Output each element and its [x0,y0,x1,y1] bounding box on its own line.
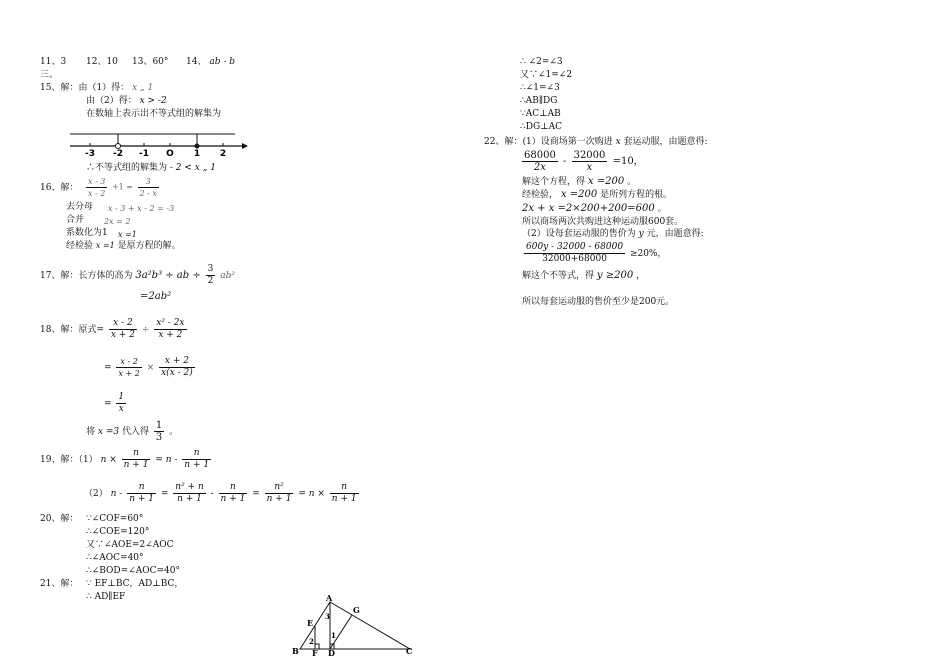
q22-total-suffix: 。 [657,204,667,214]
q16-step2-expr: 2x = 2 [104,217,131,226]
q18-line3 [104,392,128,415]
q22-final: 所以每套运动服的售价至少是200元。 [522,297,675,307]
frac-numerator: 68000 [524,150,556,161]
q15-line2 [86,95,167,107]
frac-denominator: 2x [533,162,546,173]
label-g: G [353,605,360,615]
q22-total-expr: 2x + x =2×200+200=600 [522,203,655,214]
q22-check [522,189,672,201]
q19-p1-a: n × [100,455,117,465]
q18-substitute [86,420,178,443]
q22-ineq-solve-suffix: ， [636,271,646,281]
section-three: 三、 [40,70,59,80]
q17-expr-b: ab² [220,271,235,281]
q15-line2-expr: x > -2 [139,96,167,106]
q22-solve-prefix: 解这个方程，得 [522,177,586,187]
frac-numerator: n [127,482,156,494]
frac-numerator: 32000 [573,150,606,161]
q15-line3: 在数轴上表示出不等式组的解集为 [86,109,222,119]
q15-result [86,162,216,174]
q18-sub-suffix: 。 [169,427,179,437]
tick-label: -1 [139,149,149,158]
answer-14-expr: ab - b [209,57,235,67]
answer-13: 13、60° [132,57,169,67]
q18-op1: ÷ [141,325,150,335]
q22-total [522,203,667,215]
label-c: C [406,646,413,656]
q16-step1-expr: x - 3 + x - 2 = -3 [108,204,175,213]
frac-numerator: 1 [118,392,125,402]
q18-label: 18、解：原式= [40,325,104,335]
q19-line2 [84,482,361,505]
q21-label: 21、解： [40,579,79,589]
q21-right-line3: ∴∠1=∠3 [520,83,560,93]
tick-label: 2 [219,149,227,158]
q18-eq2: = [104,363,112,373]
q22-equation [520,150,644,173]
q19-label: 19、解：（1） [40,455,98,465]
label-angle-2: 2 [309,637,314,646]
q21-right-line2: 又∵∠1=∠2 [520,70,573,80]
frac-denominator: n + 1 [266,494,292,504]
q18-op2: × [146,363,155,373]
label-b: B [292,646,299,656]
q17-expr-a: 3a²b³ ÷ ab ÷ [135,270,201,281]
frac-numerator: 3 [138,176,159,188]
q15-result-expr: - 2 < x „ 1 [169,163,216,173]
q17-result: =2ab² [140,291,172,302]
q18-line2 [104,356,197,379]
q17-line [40,264,235,287]
frac-numerator: x - 2 [109,318,137,330]
q22-eq-op: - [563,156,567,167]
frac-denominator: x + 2 [118,369,140,378]
q15-line1 [40,82,153,94]
q16-step4-expr: x =1 [95,241,115,250]
frac-numerator: n² [265,482,294,494]
tick-label: O [166,149,174,158]
q22-line1-suffix: 套运动服，由题意得: [623,137,708,147]
q21-right-line6: ∴DG⊥AC [520,122,562,132]
q21-line2: ∴ AD∥EF [86,592,126,602]
label-angle-3: 3 [325,612,330,621]
q19-p2-e4: = n × [298,489,325,499]
frac-denominator: 32000+68000 [542,254,607,264]
q20-line2: ∴∠COE=120° [86,527,150,537]
frac-numerator: n [122,448,151,460]
frac-numerator: n [182,448,211,460]
q21-right-line1: ∴ ∠2=∠3 [520,57,563,67]
tick-label: -3 [85,149,95,158]
q19-p2-e2: - [210,489,214,499]
frac-numerator: x + 2 [159,356,195,368]
answer-14 [186,56,235,68]
q16-eq-mid: +1 = [111,182,133,192]
frac-numerator: 3 [207,264,214,274]
answer-11: 11、3 [40,57,67,67]
q17-label: 17、解：长方体的高为 [40,271,133,281]
q16-step1-label: 去分母 [66,202,94,212]
q21-right-line5: ∵AC⊥AB [520,109,561,119]
answer-12: 12、10 [86,57,118,67]
q20-line5: ∴∠BOD=∠AOC=40° [86,566,180,576]
q22-check-suffix: 是所列方程的根。 [600,190,673,200]
frac-denominator: n + 1 [331,494,357,504]
q22-eq-r: =10， [612,156,644,167]
q20-line4: ∴∠AOC=40° [86,553,144,563]
q22-solve-expr: x =200 [587,176,625,187]
frac-denominator: x + 2 [110,330,135,340]
q16-step2-label: 合并 [66,215,85,225]
q16-step3-label: 系数化为1 [66,228,108,238]
frac-denominator: x [586,162,593,173]
q18-line1 [40,318,189,341]
label-d: D [328,648,335,656]
q15-line1-prefix: 15、解：由（1）得： [40,83,130,93]
q22-p2-var: y [638,229,644,239]
q18-sub-mid: 代入得 [121,427,149,437]
q19-p2-a: n - [110,489,123,499]
q22-solve-suffix: 。 [627,177,637,187]
frac-denominator: 2 - x [139,189,157,198]
q22-ineq-solve-expr: y ≥200 [596,270,634,281]
tick-label: -2 [113,149,123,158]
frac-denominator: n + 1 [123,460,149,470]
q19-p2-e3: = [252,489,260,499]
q22-line1-text: 22、解：(1）设商场第一次购进 [484,137,613,147]
frac-numerator: 1 [155,420,163,431]
q19-p2-e1: = [160,489,169,499]
q18-eq3: = [104,399,112,409]
q21-right-line4: ∴AB∥DG [520,96,558,106]
frac-denominator: 3 [155,432,163,443]
q16-equation [84,176,161,199]
label-e: E [307,618,314,628]
q16-step4 [66,240,181,252]
frac-denominator: x + 2 [158,330,183,340]
frac-numerator: n² + n [175,482,204,492]
frac-denominator: n + 1 [184,460,210,470]
q20-line1: ∵∠COF=60° [86,514,144,524]
frac-numerator: n [219,482,248,494]
q22-ineq-r: ≥20%， [629,249,667,259]
q21-figure [290,594,420,656]
frac-numerator: x - 2 [116,356,141,368]
q18-sub-expr: x =3 [97,427,120,437]
q22-total-text: 所以商场两次共购进这种运动服600套。 [522,217,684,227]
q20-label: 20、解： [40,514,79,524]
frac-denominator: 2 [207,276,214,286]
q18-sub-prefix: 将 [86,427,96,437]
number-line [60,126,260,158]
label-f: F [312,648,318,656]
q15-line1-expr: x „ 1 [132,83,154,93]
q22-line1-var: x [615,137,621,147]
closed-point-icon [195,144,200,149]
answer-14-label: 14、 [186,57,207,67]
q19-p2-label: （2） [84,489,108,499]
axis-arrow-icon [242,143,248,149]
q22-ineq-solve-prefix: 解这个不等式，得 [522,271,595,281]
open-point-icon [116,144,121,149]
q19-p1-mid: = n - [155,455,178,465]
frac-numerator: x - 3 [88,177,106,186]
q15-line2-prefix: 由（2）得： [86,96,137,106]
label-angle-1: 1 [331,631,336,640]
q16-step4-suffix: 是原方程的解。 [117,241,181,251]
frac-denominator: x - 2 [88,189,106,198]
q16-label: 16、解： [40,183,79,193]
frac-numerator: 600y - 32000 - 68000 [526,242,624,252]
q22-solve [522,176,636,188]
q22-ineq-solve [522,270,645,282]
q19-line1 [40,448,213,471]
q15-result-prefix: ∴不等式组的解集为 [86,163,168,173]
q21-line1: ∵ EF⊥BC，AD⊥BC， [86,579,184,589]
frac-denominator: n + 1 [177,494,202,504]
q20-line3: 又∵∠AOE=2∠AOC [86,540,174,550]
q22-part2 [522,228,704,240]
label-a: A [326,594,333,603]
q16-step3-expr: x =1 [118,230,137,239]
q22-check-prefix: 经检验， [522,190,559,200]
tick-label: 1 [193,149,201,158]
frac-numerator: n [330,482,359,494]
frac-numerator: x² - 2x [156,318,185,328]
q22-p2-prefix: （2）设每套运动服的售价为 [522,229,636,239]
q22-p2-suffix: 元，由题意得: [646,229,704,239]
frac-denominator: n + 1 [220,494,246,504]
q22-inequality [522,242,666,265]
q22-line1 [484,136,708,148]
frac-denominator: x(x - 2) [161,368,193,378]
frac-denominator: n + 1 [129,494,154,504]
q22-check-expr: x =200 [560,189,598,200]
q16-step4-prefix: 经检验 [66,241,94,251]
frac-denominator: x [118,404,124,414]
